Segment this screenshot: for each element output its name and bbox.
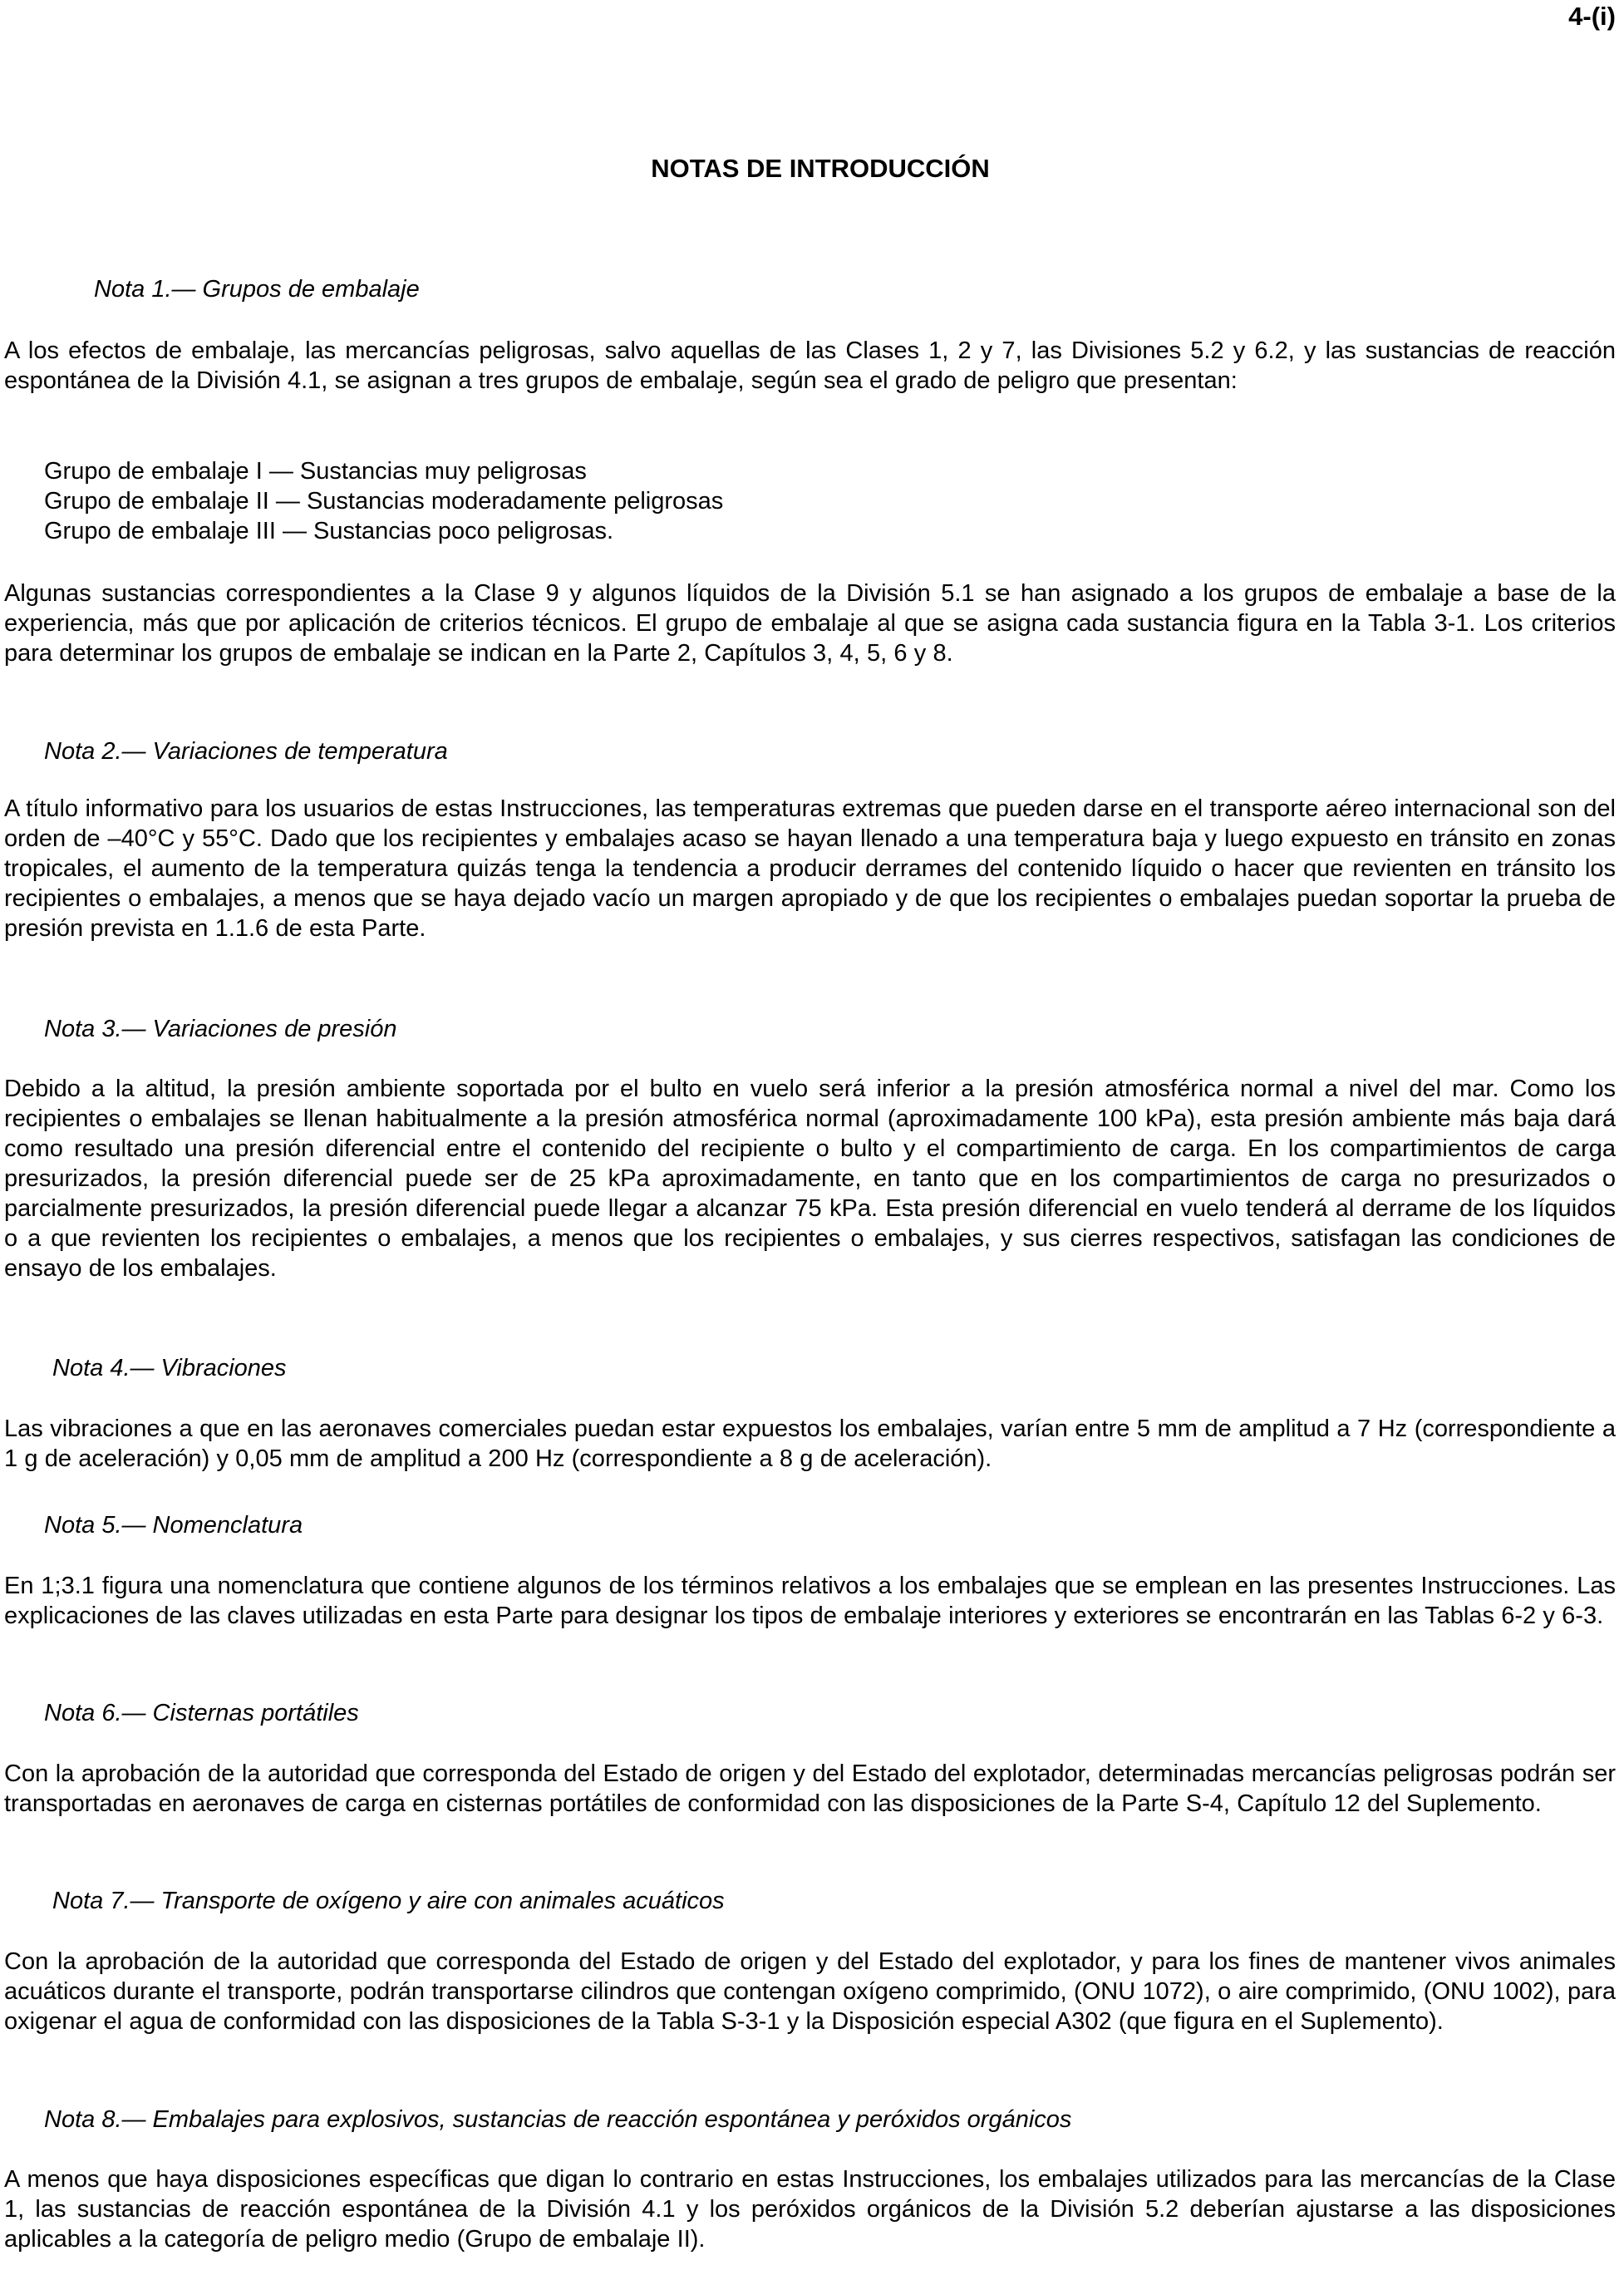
note-5-heading: Nota 5.— Nomenclatura [44, 1512, 303, 1539]
note-8-heading: Nota 8.— Embalajes para explosivos, sustancias de reacción espontánea y peróxidos orgánicos [44, 2106, 1072, 2133]
packing-group-item-3: Grupo de embalaje III — Sustancias poco peligrosas. [44, 518, 614, 544]
note-4-heading: Nota 4.— Vibraciones [52, 1355, 287, 1381]
note-3-paragraph: Debido a la altitud, la presión ambiente soportada por el bulto en vuelo será inferior a la presión atmosférica normal a nivel del mar. Como los recipientes o embalajes se llenan habitualmente a la presión atmosférica normal (aproximadamente 100 kPa), esta presión ambiente más baja dará como resultado una presión diferencial entre el contenido del recipiente o bulto y el compartimiento de carga. En los compartimientos de carga presurizados, la presión diferencial puede ser de 25 kPa aproximadamente, en tanto que en los compartimientos de carga no presurizados o parcialmente presurizados, la presión diferencial puede llegar a alcanzar 75 kPa. Esta presión diferencial en vuelo tenderá al derrame de los líquidos o a que revienten los recipientes o embalajes, a menos que los recipientes o embalajes, y sus cierres respectivos, satisfagan las condiciones de ensayo de los embalajes. [4, 1076, 1616, 1282]
note-7-heading: Nota 7.— Transporte de oxígeno y aire con animales acuáticos [52, 1888, 725, 1914]
note-5-paragraph: En 1;3.1 figura una nomenclatura que contiene algunos de los términos relativos a los embalajes que se emplean en las presentes Instrucciones. Las explicaciones de las claves utilizadas en esta Parte para designar los tipos de embalaje interiores y exteriores se encontrarán en las Tablas 6-2 y 6-3. [4, 1573, 1616, 1629]
note-3-heading: Nota 3.— Variaciones de presión [44, 1016, 397, 1042]
packing-group-item-1: Grupo de embalaje I — Sustancias muy peligrosas [44, 458, 587, 485]
note-8-paragraph: A menos que haya disposiciones específicas que digan lo contrario en estas Instrucciones, los embalajes utilizados para las mercancías de la Clase 1, las sustancias de reacción espontánea de la División 4.1 y los peróxidos orgánicos de la División 5.2 deberían ajustarse a las disposiciones aplicables a la categoría de peligro medio (Grupo de embalaje II). [4, 2166, 1616, 2253]
note-1-heading: Nota 1.— Grupos de embalaje [94, 276, 420, 303]
note-6-heading: Nota 6.— Cisternas portátiles [44, 1700, 359, 1726]
page-title: NOTAS DE INTRODUCCIÓN [651, 154, 990, 183]
note-6-paragraph: Con la aprobación de la autoridad que corresponda del Estado de origen y del Estado del explotador, determinadas mercancías peligrosas podrán ser transportadas en aeronaves de carga en cisternas portátiles de conformidad con las disposiciones de la Parte S-4, Capítulo 12 del Suplemento. [4, 1760, 1616, 1817]
page-number: 4-(i) [1568, 2, 1616, 31]
packing-group-item-2: Grupo de embalaje II — Sustancias moderadamente peligrosas [44, 488, 724, 515]
note-2-paragraph: A título informativo para los usuarios de estas Instrucciones, las temperaturas extremas que pueden darse en el transporte aéreo internacional son del orden de –40°C y 55°C. Dado que los recipientes y embalajes acaso se hayan llenado a una temperatura baja y luego expuesto en tránsito en zonas tropicales, el aumento de la temperatura quizás tenga la tendencia a producir derrames del contenido líquido o hacer que revienten en tránsito los recipientes o embalajes, a menos que se haya dejado vacío un margen apropiado y de que los recipientes o embalajes puedan soportar la prueba de presión prevista en 1.1.6 de esta Parte. [4, 795, 1616, 942]
note-4-paragraph: Las vibraciones a que en las aeronaves comerciales puedan estar expuestos los embalajes, varían entre 5 mm de amplitud a 7 Hz (correspondiente a 1 g de aceleración) y 0,05 mm de amplitud a 200 Hz (correspondiente a 8 g de aceleración). [4, 1416, 1616, 1472]
note-2-heading: Nota 2.— Variaciones de temperatura [44, 738, 448, 765]
note-7-paragraph: Con la aprobación de la autoridad que corresponda del Estado de origen y del Estado del explotador, y para los fines de mantener vivos animales acuáticos durante el transporte, podrán transportarse cilindros que contengan oxígeno comprimido, (ONU 1072), o aire comprimido, (ONU 1002), para oxigenar el agua de conformidad con las disposiciones de la Tabla S-3-1 y la Disposición especial A302 (que figura en el Suplemento). [4, 1948, 1616, 2035]
note-1-paragraph-2: Algunas sustancias correspondientes a la Clase 9 y algunos líquidos de la División 5.1 se han asignado a los grupos de embalaje a base de la experiencia, más que por aplicación de criterios técnicos. El grupo de embalaje al que se asigna cada sustancia figura en la Tabla 3-1. Los criterios para determinar los grupos de embalaje se indican en la Parte 2, Capítulos 3, 4, 5, 6 y 8. [4, 580, 1616, 667]
packing-group-list [44, 456, 723, 546]
note-1-paragraph-1: A los efectos de embalaje, las mercancías peligrosas, salvo aquellas de las Clases 1, 2 y 7, las Divisiones 5.2 y 6.2, y las sustancias de reacción espontánea de la División 4.1, se asignan a tres grupos de embalaje, según sea el grado de peligro que presentan: [4, 337, 1616, 394]
